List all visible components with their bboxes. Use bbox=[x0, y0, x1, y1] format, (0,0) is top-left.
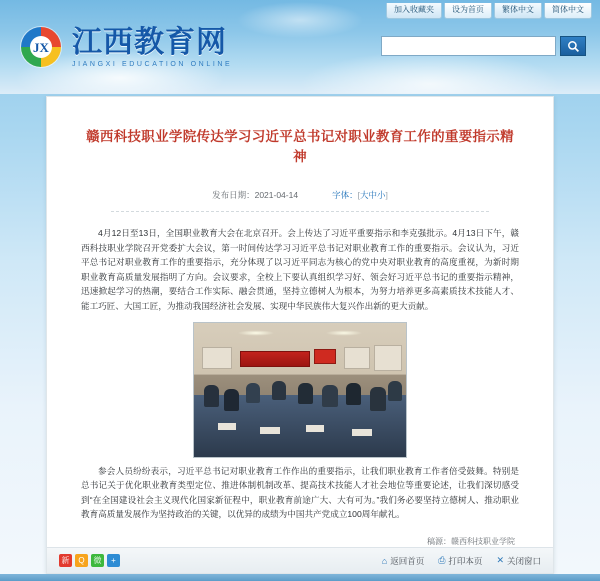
font-size-small[interactable]: 小 bbox=[377, 190, 386, 200]
close-icon: ✕ bbox=[496, 555, 504, 565]
page-title: 赣西科技职业学院传达学习习近平总书记对职业教育工作的重要指示精神 bbox=[86, 129, 514, 164]
article-paragraph-2: 参会人员纷纷表示，习近平总书记对职业教育工作作出的重要指示，让我们职业教育工作者倍受鼓舞。特别是总书记关于优化职业教育类型定位、推进体制机制改革、提高技术技能人才社会地位等重要论述，让我们深切感受到“在全国建设社会主义现代化国家新征程中，职业教育前途广大、大有可为。”我们务必要坚持立德树人、推动职业教育高质量发展作为坚持政治的关键，以优异的成绩为中国共产党成立100周年献礼。 bbox=[81, 465, 519, 520]
close-window-label: 关闭窗口 bbox=[506, 555, 541, 566]
top-nav-set-homepage[interactable]: 设为首页 bbox=[444, 3, 492, 19]
search-button[interactable] bbox=[560, 36, 586, 56]
top-nav-simplified-chinese[interactable]: 简体中文 bbox=[544, 3, 592, 19]
top-nav-add-favorite[interactable]: 加入收藏夹 bbox=[386, 3, 442, 19]
print-icon: ⎙ bbox=[438, 555, 446, 565]
back-home-label: 返回首页 bbox=[390, 555, 425, 566]
font-size-medium[interactable]: 中 bbox=[368, 190, 377, 200]
font-size-label: 字体： bbox=[332, 190, 358, 200]
top-nav bbox=[386, 3, 592, 19]
font-size-controls bbox=[332, 189, 388, 201]
print-page-label: 打印本页 bbox=[448, 555, 483, 566]
share-wechat-icon[interactable]: 微 bbox=[91, 554, 104, 567]
site-banner bbox=[0, 0, 600, 94]
share-more-icon[interactable]: + bbox=[107, 554, 120, 567]
back-home-link[interactable] bbox=[382, 555, 424, 567]
site-logo-title: 江西教育网 bbox=[72, 25, 227, 59]
article-source: 稿源：赣西科技职业学院 bbox=[427, 536, 515, 546]
meeting-room-photo-icon bbox=[194, 323, 406, 457]
article-card bbox=[46, 96, 554, 574]
jiangxi-education-logo-icon bbox=[18, 24, 64, 70]
print-page-link[interactable] bbox=[438, 555, 482, 567]
site-logo-subtitle: JIANGXI EDUCATION ONLINE bbox=[72, 60, 233, 68]
article-body bbox=[47, 97, 553, 547]
footer-link-group bbox=[382, 555, 541, 567]
svg-text:JX: JX bbox=[33, 40, 49, 55]
share-sina-icon[interactable]: 新 bbox=[59, 554, 72, 567]
article-meta bbox=[81, 189, 519, 201]
article-footer-bar bbox=[47, 547, 553, 573]
bottom-strip bbox=[0, 574, 600, 581]
article-image bbox=[193, 322, 407, 458]
bracket-right: ] bbox=[385, 190, 388, 200]
share-icon-group bbox=[59, 554, 120, 567]
share-qzone-icon[interactable]: Q bbox=[75, 554, 88, 567]
article-paragraph-1: 4月12日至13日，全国职业教育大会在北京召开。会上传达了习近平重要指示和李克强批示。4月13日下午，赣西科技职业学院召开党委扩大会议，第一时间传达学习习近平总书记对职业教育工作的重要指示。会议认为，习近平总书记对职业教育工作的重要指示，充分体现了以习近平同志为核心的党中央对职业教育的高度重视，为新时期职业教育高质量发展指明了方向。会议要求，全校上下要认真组织学习好、领会好习近平总书记的重要指示精神，迅速掀起学习的热潮，要结合工作实际、融会贯通，坚持立德树人为根本，为努力培养更多高素质技术技能人才、能工巧匠、大国工匠，为推动我国经济社会发展、实现中华民族伟大复兴作出新的更大贡献。 bbox=[81, 228, 519, 311]
font-size-large[interactable]: 大 bbox=[359, 190, 369, 200]
search-input[interactable] bbox=[381, 36, 556, 56]
search-box bbox=[381, 36, 586, 56]
top-nav-traditional-chinese[interactable]: 繁体中文 bbox=[494, 3, 542, 19]
publish-date: 发布日期：2021-04-14 bbox=[212, 190, 299, 200]
bracket-left: [ bbox=[357, 190, 360, 200]
site-logo[interactable] bbox=[18, 24, 232, 70]
home-icon: ⌂ bbox=[381, 555, 388, 566]
meta-divider bbox=[111, 211, 489, 212]
search-icon bbox=[567, 40, 580, 53]
close-window-link[interactable] bbox=[496, 555, 541, 567]
